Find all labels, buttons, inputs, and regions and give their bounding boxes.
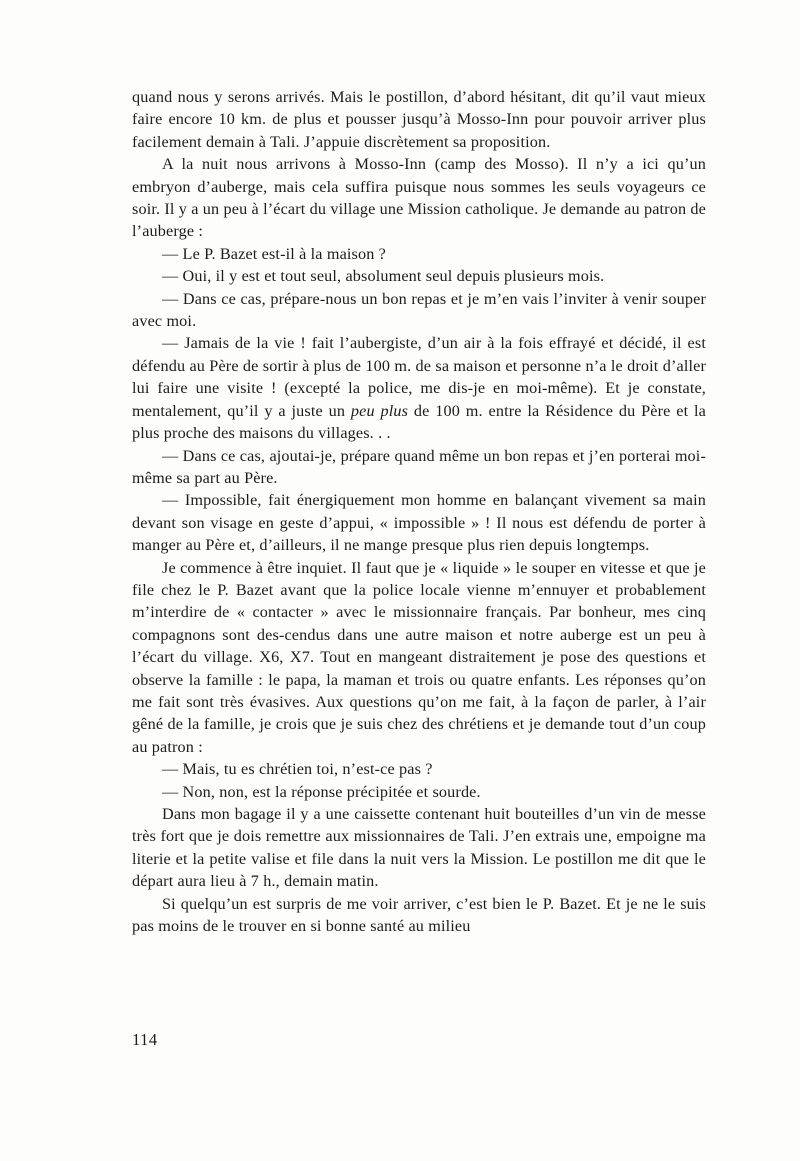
paragraph-12: Dans mon bagage il y a une caissette contenant huit bouteilles d’un vin de messe très fort que je dois remettre aux missionnaires de Tali. J’en extrais une, empoigne ma literie et la petite valise et file dans la nuit vers la Mission. Le postillon me dit que le départ aura lieu à 7 h., demain matin. bbox=[132, 805, 706, 891]
page-number: 114 bbox=[132, 1030, 158, 1049]
paragraph-4: — Oui, il y est et tout seul, absolument seul depuis plusieurs mois. bbox=[162, 267, 605, 286]
paragraph-6-italic: peu plus bbox=[350, 401, 409, 420]
paragraph-6-tail: de 100 m. entre la Résidence du Père et la plus proche des maisons du villages. . . bbox=[132, 401, 707, 443]
paragraph-3: — Le P. Bazet est-il à la maison ? bbox=[162, 244, 387, 263]
paragraph-2: A la nuit nous arrivons à Mosso-Inn (camp des Mosso). Il n’y a ici qu’un embryon d’auberge, mais cela suffira puisque nous sommes les seuls voyageurs ce soir. Il y a un peu à l’écart du village une Mission catholique. Je demande au patron de l’auberge : bbox=[132, 155, 706, 241]
paragraph-6-main: — Jamais de la vie ! fait l’aubergiste, d’un air à la fois effrayé et décidé, il est défendu au Père de sortir à plus de 100 m. de sa maison et personne n’a le droit d’aller lui faire une visite ! (excepté la police, me dis-je en moi-même). Et je constate, mentalement, qu’il y a juste un bbox=[132, 334, 706, 420]
paragraph-13: Si quelqu’un est surpris de me voir arriver, c’est bien le P. Bazet. Et je ne le suis pas moins de le trouver en si bonne santé au milieu bbox=[132, 894, 706, 936]
paragraph-1: quand nous y serons arrivés. Mais le postillon, d’abord hésitant, dit qu’il vaut mieux faire encore 10 km. de plus et pousser jusqu’à Mosso-Inn pour pouvoir arriver plus facilement demain à Tali. J’appuie discrètement sa proposition. bbox=[132, 88, 706, 151]
paragraph-11: — Non, non, est la réponse précipitée et sourde. bbox=[162, 782, 481, 801]
paragraph-6 bbox=[132, 332, 706, 444]
body-text bbox=[132, 86, 706, 937]
paragraph-10: — Mais, tu es chrétien toi, n’est-ce pas ? bbox=[162, 760, 433, 779]
paragraph-7: — Dans ce cas, ajoutai-je, prépare quand même un bon repas et j’en porterai moi-même sa part au Père. bbox=[132, 446, 706, 487]
paragraph-5: — Dans ce cas, prépare-nous un bon repas et je m’en vais l’inviter à venir souper avec moi. bbox=[132, 289, 706, 331]
paragraph-8: — Impossible, fait énergiquement mon homme en balançant vivement sa main devant son visage en geste d’appui, « impossible » ! Il nous est défendu de porter à manger au Père et, d’ailleurs, il ne mange presque plus rien depuis longtemps. bbox=[132, 491, 706, 555]
paragraph-9: Je commence à être inquiet. Il faut que je « liquide » le souper en vitesse et que je file chez le P. Bazet avant que la police locale vienne m’ennuyer et probablement m’interdire de « contacter » avec le missionnaire français. Par bonheur, mes cinq compagnons sont des-cendus dans une autre maison et notre auberge est un peu à l’écart du village. X6, X7. Tout en mangeant distraitement je pose des questions et observe la famille : le papa, la maman et trois ou quatre enfants. Les réponses qu’on me fait sont très évasives. Aux questions qu’on me fait, à la façon de parler, à l’air gêné de la famille, je crois que je suis chez des chrétiens et je demande tout d’un coup au patron : bbox=[132, 558, 706, 756]
